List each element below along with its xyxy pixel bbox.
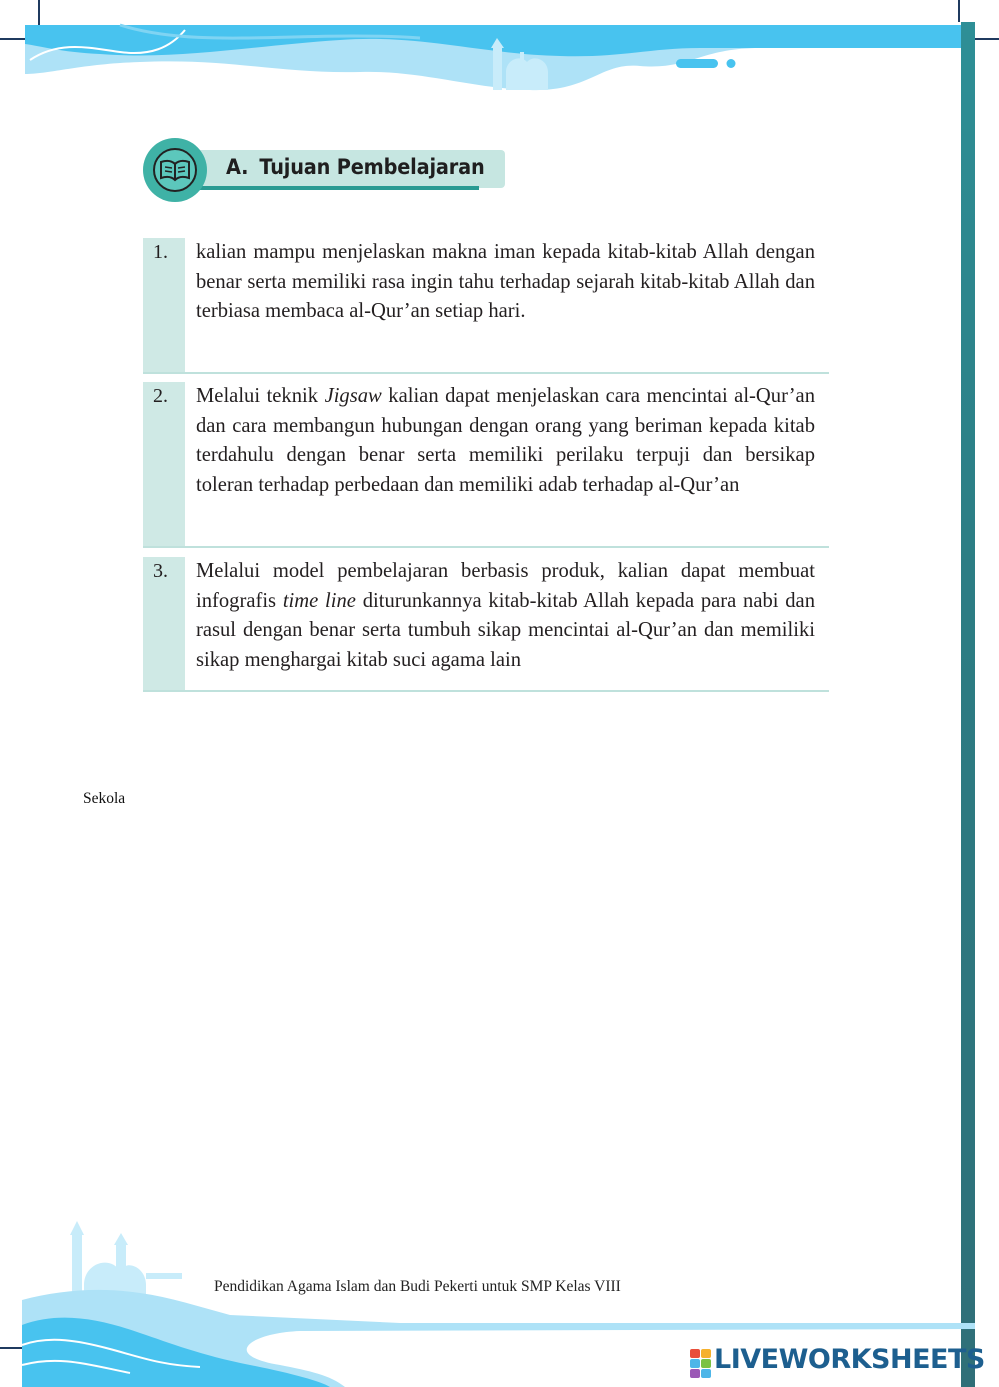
book-icon <box>155 150 195 190</box>
objective-text-part: diturunkannya kitab-kitab Allah kepada para nabi dan rasul dengan benar serta tumbuh sikap mencintai al-Qur’an dan memiliki sikap menghargai kitab suci agama lain <box>196 589 815 671</box>
objective-item <box>143 557 829 692</box>
objective-divider <box>143 690 829 692</box>
objective-number: 3. <box>153 560 168 582</box>
objective-text-part: Melalui model pembelajaran berbasis produk, kalian dapat membuat infografis <box>196 560 815 612</box>
objective-emphasis: Jigsaw <box>324 385 382 407</box>
heading-badge-ring <box>153 148 197 192</box>
objective-number: 2. <box>153 385 168 407</box>
stray-text: Sekola <box>83 790 126 807</box>
objective-item <box>143 238 829 374</box>
objective-emphasis: time line <box>282 589 356 612</box>
objective-divider <box>143 546 829 548</box>
objective-number: 1. <box>153 241 168 263</box>
heading-underline <box>183 186 479 190</box>
objective-item <box>143 382 829 548</box>
heading-badge <box>143 138 207 202</box>
footer-book-title: Pendidikan Agama Islam dan Budi Pekerti untuk SMP Kelas VIII <box>214 1278 621 1295</box>
section-letter: A. <box>226 155 249 179</box>
objective-text <box>196 557 815 675</box>
liveworksheets-logo-icon <box>690 1349 712 1379</box>
liveworksheets-logo-text: LIVEWORKSHEETS <box>714 1344 985 1375</box>
objective-text <box>196 382 815 500</box>
objective-text: kalian mampu menjelaskan makna iman kepada kitab-kitab Allah dengan benar serta memiliki rasa ingin tahu terhadap sejarah kitab-kitab Allah dan terbiasa membaca al-Qur’an setiap hari. <box>196 241 815 323</box>
section-title <box>226 155 485 179</box>
objective-text-part: kalian dapat menjelaskan cara mencintai al-Qur’an dan cara membangun hubungan dengan orang yang beriman kepada kitab terdahulu dengan benar serta memiliki perilaku terpuji dan bersikap toleran terhadap perbedaan dan memiliki adab terhadap al-Qur’an <box>196 385 815 496</box>
right-edge-stripe <box>961 22 975 1387</box>
objective-text-part: Melalui teknik <box>196 385 325 407</box>
objective-divider <box>143 372 829 374</box>
header-decoration <box>0 0 999 110</box>
section-heading <box>143 138 505 202</box>
section-title-text: Tujuan Pembelajaran <box>259 155 485 179</box>
